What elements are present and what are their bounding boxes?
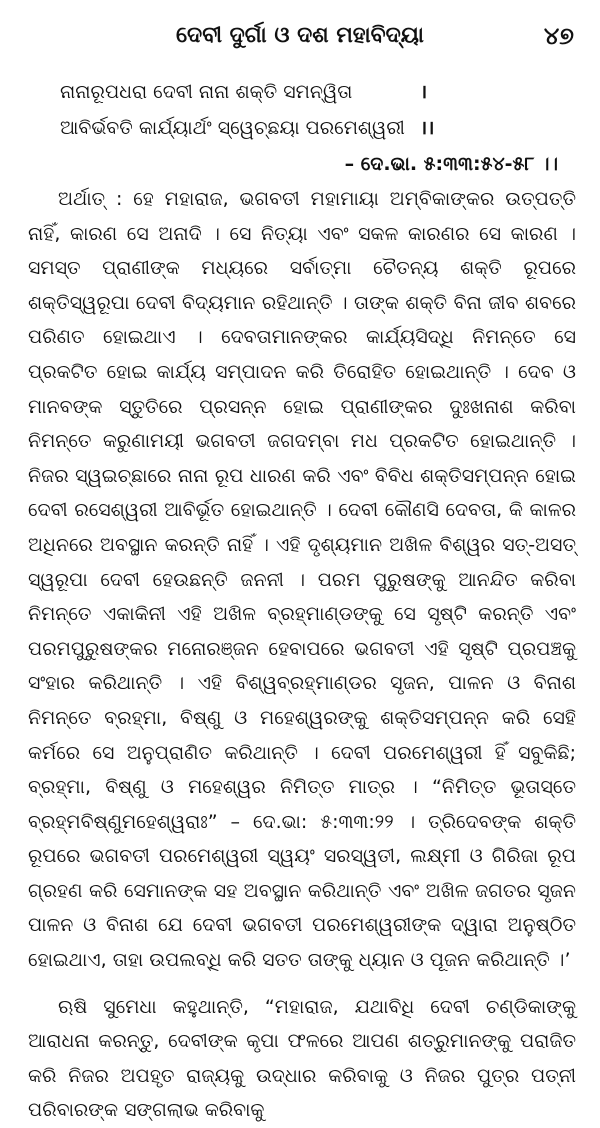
verse-line [60,74,570,110]
verse-line-text: ନାନାରୂପଧରା ଦେବୀ ନାନା ଶକ୍ତି ସମନ୍ୱିତା [60,81,353,103]
verse-line-mark: । [420,81,428,103]
paragraph-text: ଅର୍ଥାତ୍ : ହେ ମହାରାଜ, ଭଗବତୀ ମହାମାୟା ଅମ୍ବିକାଙ୍କର ଉତ୍ପତ୍ତି ନାହିଁ, କାରଣ ସେ ଅନାଦି । ସେ ନିତ୍ୟା ଏବଂ ସକଳ କାରଣର ସେ କାରଣ । ସମସ୍ତ ପ୍ରାଣୀଙ୍କ ମଧ୍ୟରେ ସର୍ବାତ୍ମା ଚୈତନ୍ୟ ଶକ୍ତି ରୂପରେ ଶକ୍ତିସ୍ୱରୂପା ଦେବୀ ବିଦ୍ୟମାନ ରହିଥାନ୍ତି । ତାଙ୍କ ଶକ୍ତି ବିନା ଜୀବ ଶବରେ ପରିଣତ ହୋଇଥାଏ । ଦେବତାମାନଙ୍କର କାର୍ଯ୍ୟସିଦ୍ଧି ନିମନ୍ତେ ସେ ପ୍ରକଟିତ ହୋଇ କାର୍ଯ୍ୟ ସମ୍ପାଦନ କରି ତିରୋହିତ ହୋଇଥାନ୍ତି । ଦେବ ଓ ମାନବଙ୍କ ସ୍ତୁତିରେ ପ୍ରସନ୍ନ ହୋଇ ପ୍ରାଣୀଙ୍କର ଦୁଃଖନାଶ କରିବା ନିମନ୍ତେ କରୁଣାମୟୀ ଭଗବତୀ ଜଗଦମ୍ବା ମଧ ପ୍ରକଟିତ ହୋଇଥାନ୍ତି । ନିଜର ସ୍ୱଇଚ୍ଛାରେ ନାନା ରୂପ ଧାରଣ କରି ଏବଂ ବିବିଧ ଶକ୍ତିସମ୍ପନ୍ନ ହୋଇ ଦେବୀ ରସେଶ୍ୱରୀ ଆବିର୍ଭୂତ ହୋଇଥାନ୍ତି । ଦେବୀ କୌଣସି ଦେବତା, କି କାଳର ଅଧିନରେ ଅବସ୍ଥାନ କରନ୍ତି ନାହିଁ । ଏହି ଦୃଶ୍ୟମାନ ଅଖିଳ ବିଶ୍ୱର ସତ୍-ଅସତ୍ ସ୍ୱରୂପା ଦେବୀ ହେଉଛନ୍ତି ଜନନୀ । ପରମ ପୁରୁଷଙ୍କୁ ଆନନ୍ଦିତ କରିବା ନିମନ୍ତେ ଏକାକିନୀ ଏହି ଅଖିଳ ବ୍ରହ୍ମାଣ୍ଡଙ୍କୁ ସେ ସୃଷ୍ଟି କରନ୍ତି ଏବଂ ପରମପୁରୁଷଙ୍କର ମନୋରଞ୍ଜନ ହେବାପରେ ଭଗବତୀ ଏହି ସୃଷ୍ଟି ପ୍ରପଞ୍ଚକୁ ସଂହାର କରିଥାନ୍ତି । ଏହି ବିଶ୍ୱବ୍ରହ୍ମାଣ୍ଡର ସୃଜନ, ପାଳନ ଓ ବିନାଶ ନିମନ୍ତେ ବ୍ରହ୍ମା, ବିଷ୍ଣୁ ଓ ମହେଶ୍ୱରଙ୍କୁ ଶକ୍ତିସମ୍ପନ୍ନ କରି ସେହି କର୍ମରେ ସେ ଅନୁପ୍ରାଣିତ କରିଥାନ୍ତି । ଦେବୀ ପରମେଶ୍ୱରୀ ହିଁ ସବୁକିଛି; ବ୍ରହ୍ମା, ବିଷ୍ଣୁ ଓ ମହେଶ୍ୱର ନିମିତ୍ତ ମାତ୍ର । “ନିମିତ୍ତ ଭୂତାସ୍ତେ ବ୍ରହ୍ମବିଷ୍ଣୁମହେଶ୍ୱରାଃ” – ଦେ.ଭା: ୫:୩୩:୨୨ । ତ୍ରିଦେବଙ୍କ ଶକ୍ତି ରୂପରେ ଭଗବତୀ ପରମେଶ୍ୱରୀ ସ୍ୱୟଂ ସରସ୍ୱତୀ, ଲକ୍ଷ୍ମୀ ଓ ଗିରିଜା ରୂପ ଗ୍ରହଣ କରି ସେମାନଙ୍କ ସହ ଅବସ୍ଥାନ କରିଥାନ୍ତି ଏବଂ ଅଖିଳ ଜଗତର ସୃଜନ ପାଳନ ଓ ବିନାଶ ଯେ ଦେବୀ ଭଗବତୀ ପରମେଶ୍ୱରୀଙ୍କ ଦ୍ୱାରା ଅନୁଷ୍ଠିତ ହୋଇଥାଏ, ତାହା ଉପଲବ୍ଧି କରି ସତତ ତାଙ୍କୁ ଧ୍ୟାନ ଓ ପୂଜନ କରିଥାନ୍ତି ।’ [28,188,576,972]
page-number: ୪୭ [543,22,574,50]
verse-citation: – ଦେ.ଭା. ୫:୩୩:୫୪-୫୮ ।। [344,153,558,175]
paragraph [28,990,576,1128]
verse-line-mark: ।। [420,117,435,139]
running-title: ଦେବୀ ଦୁର୍ଗା ଓ ଦଶ ମହାବିଦ୍ୟା [176,23,424,48]
body-text [28,182,576,1128]
paragraph [28,182,576,978]
page-header [0,18,600,54]
verse-line [60,110,570,146]
verse-line-text: ଆବିର୍ଭବତି କାର୍ଯ୍ୟାର୍ଥଂ ସ୍ୱେଚ୍ଛୟା ପରମେଶ୍ୱରୀ [60,117,405,139]
paragraph-text: ଋଷି ସୁମେଧା କହୁଥାନ୍ତି, “ମହାରାଜ, ଯଥାବିଧି ଦେବୀ ଚଣ୍ଡିକାଙ୍କୁ ଆରାଧନା କରନ୍ତୁ, ଦେବୀଙ୍କ କୃପା ଫଳରେ ଆପଣ ଶତ୍ରୁମାନଙ୍କୁ ପରାଜିତ କରି ନିଜର ଅପହୃତ ରାଜ୍ୟକୁ ଉଦ୍ଧାର କରିବାକୁ ଓ ନିଜର ପୁତ୍ର ପତ୍ନୀ ପରିବାରଙ୍କ ସଙ୍ଗଲାଭ କରିବାକୁ [28,995,576,1122]
sanskrit-verse [60,74,570,182]
